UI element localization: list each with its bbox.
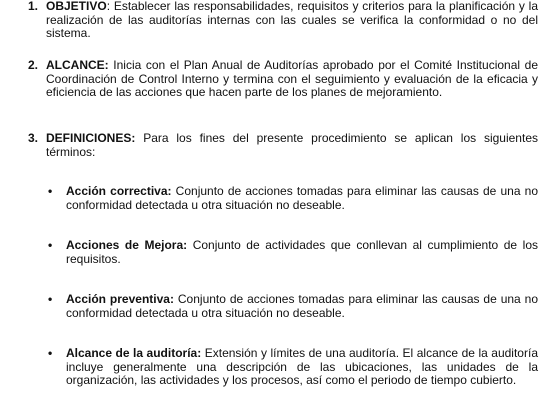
section-definiciones [28,132,538,159]
definition-term: Alcance de la auditoría: [66,346,202,360]
section-number: 1. [28,0,39,13]
definition-term: Acción preventiva: [66,292,174,306]
section-number: 3. [28,131,39,145]
definition-text: Extensión y límites de una auditoría. El alcance de la auditoría incluye generalmente una descripción de las ubicaciones, las unidades de la organización, las actividades y los procesos, así como el periodo de tiempo cubierto. [66,346,538,388]
definition-body [66,239,538,266]
definition-item-accion-preventiva [48,293,538,320]
section-title: ALCANCE: [46,58,109,72]
definition-term: Acción correctiva: [66,184,172,198]
definition-body [66,185,538,212]
section-title: DEFINICIONES: [46,131,136,145]
definition-item-alcance-de-la-auditoria [48,347,538,388]
definition-text: Conjunto de acciones tomadas para eliminar las causas de una no conformidad detectada u otra situación no deseable. [66,292,538,320]
definition-text: Conjunto de acciones tomadas para eliminar las causas de una no conformidad detectada u otra situación no deseable. [66,184,538,212]
definition-item-acciones-de-mejora [48,239,538,266]
section-body [46,132,538,159]
definition-term: Acciones de Mejora: [66,238,188,252]
bullet-icon: • [48,292,53,306]
definition-text: Conjunto de actividades que conllevan al cumplimiento de los requisitos. [66,238,539,266]
definition-item-accion-correctiva [48,185,538,212]
section-text: Inicia con el Plan Anual de Auditorías aprobado por el Comité Institucional de Coordinación de Control Interno y termina con el seguimiento y evaluación de la eficacia y eficiencia de las acciones que hacen parte de los planes de mejoramiento. [46,58,538,100]
section-number: 2. [28,58,39,72]
section-objetivo [28,0,538,41]
section-title: OBJETIVO [46,0,107,13]
section-text: Establecer las responsabilidades, requisitos y criterios para la planificación y la realización de las auditorías internas con las cuales se verifica la conformidad o no del sistema. [46,0,538,41]
section-text: Para los fines del presente procedimiento se aplican los siguientes términos: [46,131,538,159]
section-body [46,59,538,100]
bullet-icon: • [48,238,53,252]
bullet-icon: • [48,184,53,198]
section-body [46,0,538,41]
section-alcance [28,59,538,100]
bullet-icon: • [48,346,53,360]
section-title-separator: : [106,0,111,13]
definition-body [66,347,538,388]
definition-body [66,293,538,320]
